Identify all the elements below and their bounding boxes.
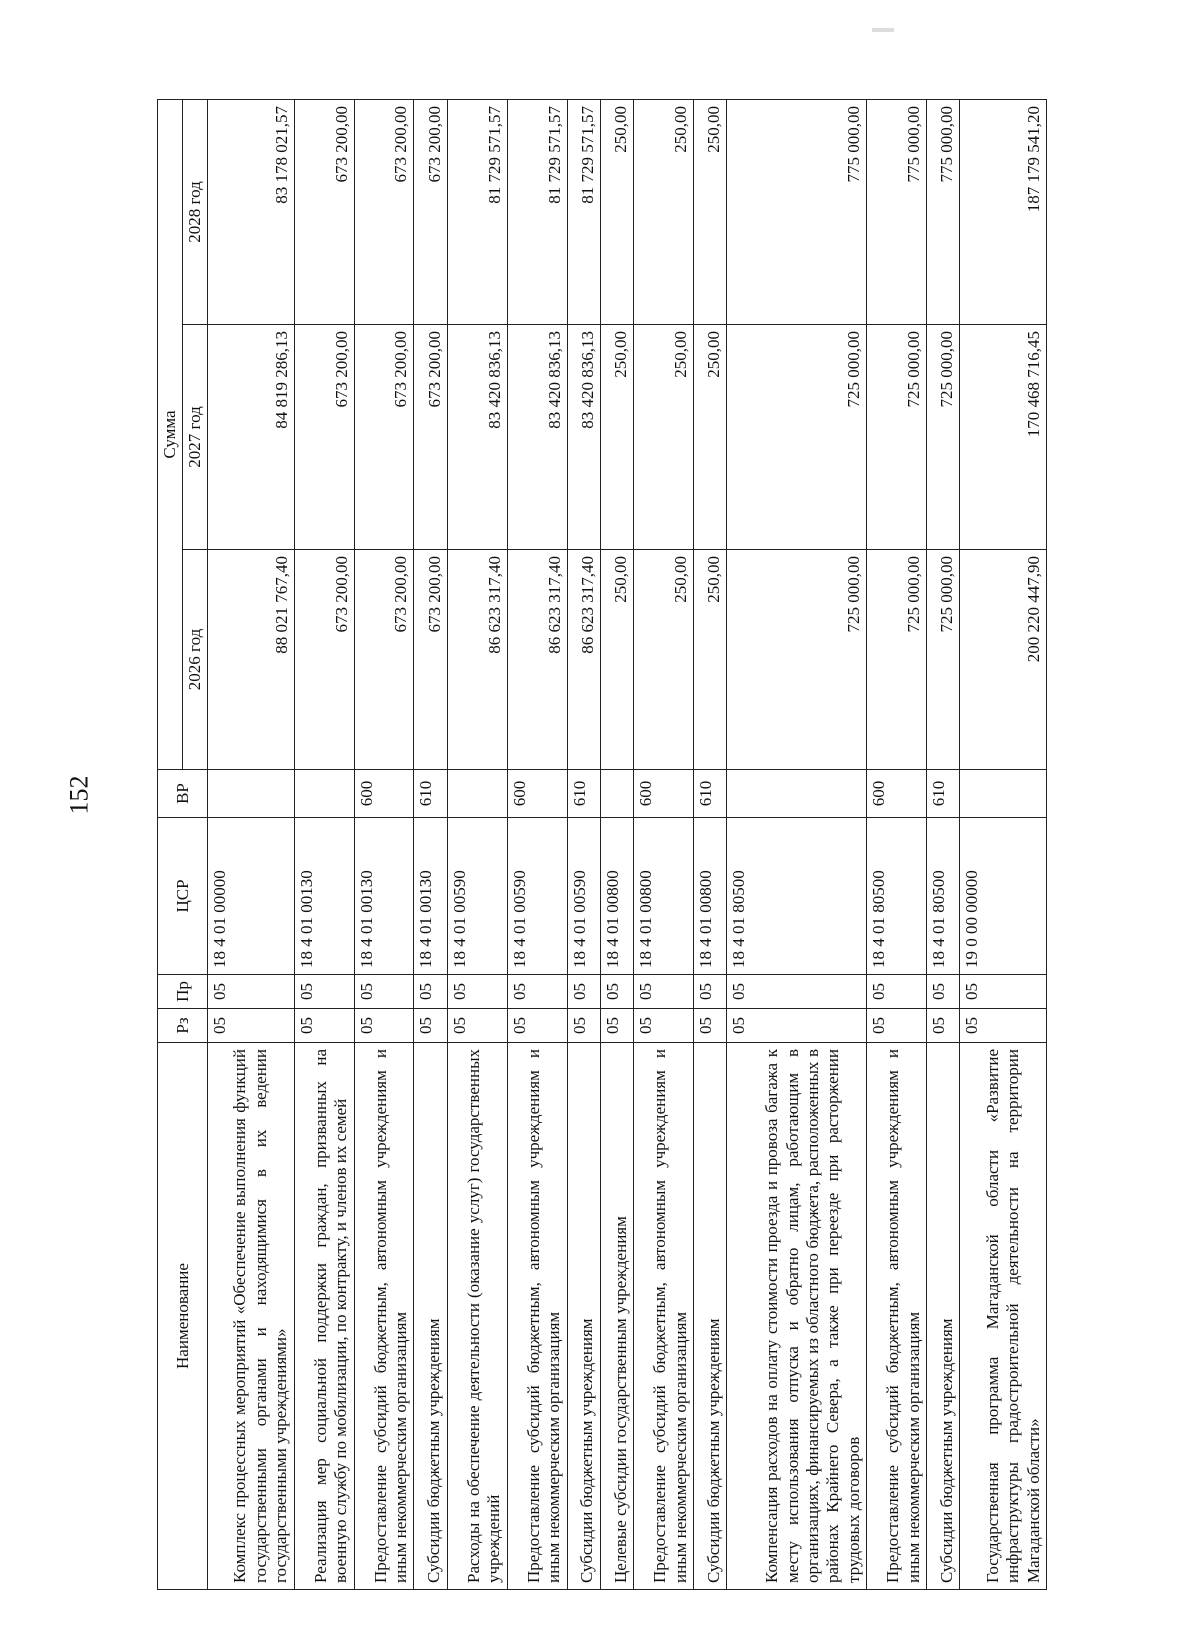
cell-y2028: 673 200,00 (294, 99, 354, 324)
cell-csr: 18 4 01 00130 (354, 818, 414, 975)
cell-y2026: 250,00 (693, 550, 726, 770)
cell-csr: 18 4 01 00800 (693, 818, 726, 975)
cell-pr: 05 (960, 975, 1047, 1009)
cell-y2028: 187 179 541,20 (960, 99, 1047, 324)
cell-name: Предоставление субсидий бюджетным, автономным учреждениям и иным некоммерческим организациям (354, 1043, 414, 1590)
table-row (693, 99, 726, 1589)
cell-y2027: 84 819 286,13 (208, 325, 295, 550)
cell-y2028: 673 200,00 (354, 99, 414, 324)
header-row-1 (158, 99, 183, 1589)
cell-name: Субсидии бюджетным учреждениям (414, 1043, 447, 1590)
cell-y2026: 88 021 767,40 (208, 550, 295, 770)
cell-y2027: 250,00 (693, 325, 726, 550)
cell-name: Компенсация расходов на оплату стоимости проезда и провоза багажа к месту использования отпуска и обратно лицам, работающим в организациях, финансируемых из областного бюджета, расположенных в районах Крайнего Севера, а также при переезде при расторжении трудовых договоров (727, 1043, 867, 1590)
cell-rz: 05 (567, 1009, 600, 1043)
cell-csr: 18 4 01 80500 (867, 818, 927, 975)
table-row (927, 99, 960, 1589)
cell-csr: 18 4 01 80500 (927, 818, 960, 975)
cell-y2026: 725 000,00 (867, 550, 927, 770)
header-2028: 2028 год (183, 99, 208, 324)
cell-vr (727, 770, 867, 818)
cell-vr (447, 770, 507, 818)
cell-pr: 05 (354, 975, 414, 1009)
cell-y2027: 673 200,00 (414, 325, 447, 550)
header-sum: Сумма (158, 99, 183, 769)
cell-pr: 05 (600, 975, 633, 1009)
table-body (208, 99, 1047, 1589)
cell-pr: 05 (294, 975, 354, 1009)
header-rz: Рз (158, 1009, 208, 1043)
cell-y2027: 83 420 836,13 (567, 325, 600, 550)
cell-name: Субсидии бюджетным учреждениям (927, 1043, 960, 1590)
cell-rz: 05 (208, 1009, 295, 1043)
cell-y2028: 775 000,00 (867, 99, 927, 324)
table-row (507, 99, 567, 1589)
cell-csr: 18 4 01 80500 (727, 818, 867, 975)
cell-y2026: 86 623 317,40 (447, 550, 507, 770)
cell-csr: 19 0 00 00000 (960, 818, 1047, 975)
budget-table (157, 99, 1047, 1590)
cell-y2026: 673 200,00 (294, 550, 354, 770)
cell-y2026: 250,00 (634, 550, 694, 770)
table-row (867, 99, 927, 1589)
cell-y2026: 673 200,00 (354, 550, 414, 770)
cell-vr (208, 770, 295, 818)
table-row (354, 99, 414, 1589)
header-2027: 2027 год (183, 325, 208, 550)
cell-y2028: 81 729 571,57 (507, 99, 567, 324)
cell-rz: 05 (414, 1009, 447, 1043)
cell-rz: 05 (693, 1009, 726, 1043)
cell-vr: 600 (867, 770, 927, 818)
cell-pr: 05 (208, 975, 295, 1009)
cell-vr: 610 (927, 770, 960, 818)
cell-rz: 05 (867, 1009, 927, 1043)
cell-rz: 05 (960, 1009, 1047, 1043)
cell-y2028: 81 729 571,57 (447, 99, 507, 324)
cell-rz: 05 (600, 1009, 633, 1043)
cell-name: Субсидии бюджетным учреждениям (567, 1043, 600, 1590)
cell-y2027: 170 468 716,45 (960, 325, 1047, 550)
cell-name: Предоставление субсидий бюджетным, автономным учреждениям и иным некоммерческим организациям (634, 1043, 694, 1590)
cell-y2027: 250,00 (600, 325, 633, 550)
cell-y2027: 83 420 836,13 (447, 325, 507, 550)
cell-vr: 600 (354, 770, 414, 818)
cell-vr: 600 (507, 770, 567, 818)
cell-vr: 610 (414, 770, 447, 818)
cell-rz: 05 (447, 1009, 507, 1043)
cell-vr (294, 770, 354, 818)
cell-name: Целевые субсидии государственным учреждениям (600, 1043, 633, 1590)
cell-y2026: 250,00 (600, 550, 633, 770)
table-row (727, 99, 867, 1589)
cell-csr: 18 4 01 00590 (507, 818, 567, 975)
table-row (208, 99, 295, 1589)
cell-name: Комплекс процессных мероприятий «Обеспечение выполнения функций государственными органами и находящимися в их ведении государственными учреждениями» (208, 1043, 295, 1590)
cell-y2027: 83 420 836,13 (507, 325, 567, 550)
cell-name: Предоставление субсидий бюджетным, автономным учреждениям и иным некоммерческим организациям (507, 1043, 567, 1590)
header-csr: ЦСР (158, 818, 208, 975)
header-name: Наименование (158, 1043, 208, 1590)
cell-csr: 18 4 01 00800 (634, 818, 694, 975)
cell-csr: 18 4 01 00800 (600, 818, 633, 975)
table-row (600, 99, 633, 1589)
cell-name: Реализация мер социальной поддержки граждан, призванных на военную службу по мобилизации, по контракту, и членов их семей (294, 1043, 354, 1590)
table-row (567, 99, 600, 1589)
cell-y2026: 200 220 447,90 (960, 550, 1047, 770)
table-row (294, 99, 354, 1589)
cell-pr: 05 (693, 975, 726, 1009)
cell-y2026: 725 000,00 (927, 550, 960, 770)
table-row (960, 99, 1047, 1589)
cell-y2026: 673 200,00 (414, 550, 447, 770)
cell-pr: 05 (727, 975, 867, 1009)
cell-pr: 05 (414, 975, 447, 1009)
rotated-table-wrapper (157, 100, 1047, 1590)
cell-y2028: 250,00 (600, 99, 633, 324)
cell-csr: 18 4 01 00130 (294, 818, 354, 975)
cell-rz: 05 (927, 1009, 960, 1043)
cell-y2028: 673 200,00 (414, 99, 447, 324)
cell-pr: 05 (927, 975, 960, 1009)
cell-y2027: 725 000,00 (727, 325, 867, 550)
header-pr: Пр (158, 975, 208, 1009)
table-row (414, 99, 447, 1589)
cell-pr: 05 (507, 975, 567, 1009)
cell-csr: 18 4 01 00000 (208, 818, 295, 975)
cell-name: Государственная программа Магаданской области «Развитие инфраструктуры градостроительной деятельности на территории Магаданской области» (960, 1043, 1047, 1590)
cell-y2027: 250,00 (634, 325, 694, 550)
cell-rz: 05 (354, 1009, 414, 1043)
cell-y2028: 250,00 (634, 99, 694, 324)
scan-artifact (872, 28, 894, 32)
cell-y2027: 725 000,00 (867, 325, 927, 550)
table-row (447, 99, 507, 1589)
cell-y2026: 725 000,00 (727, 550, 867, 770)
cell-y2028: 775 000,00 (927, 99, 960, 324)
cell-vr: 610 (693, 770, 726, 818)
cell-y2027: 673 200,00 (354, 325, 414, 550)
cell-rz: 05 (634, 1009, 694, 1043)
cell-vr (600, 770, 633, 818)
table-row (634, 99, 694, 1589)
cell-y2026: 86 623 317,40 (507, 550, 567, 770)
cell-y2028: 83 178 021,57 (208, 99, 295, 324)
cell-y2026: 86 623 317,40 (567, 550, 600, 770)
cell-pr: 05 (567, 975, 600, 1009)
cell-vr: 610 (567, 770, 600, 818)
page-number: 152 (64, 775, 94, 815)
cell-y2027: 673 200,00 (294, 325, 354, 550)
cell-csr: 18 4 01 00130 (414, 818, 447, 975)
cell-rz: 05 (727, 1009, 867, 1043)
cell-y2028: 775 000,00 (727, 99, 867, 324)
cell-y2028: 250,00 (693, 99, 726, 324)
cell-vr (960, 770, 1047, 818)
cell-csr: 18 4 01 00590 (447, 818, 507, 975)
cell-rz: 05 (507, 1009, 567, 1043)
cell-rz: 05 (294, 1009, 354, 1043)
cell-pr: 05 (447, 975, 507, 1009)
cell-pr: 05 (634, 975, 694, 1009)
header-2026: 2026 год (183, 550, 208, 770)
cell-name: Расходы на обеспечение деятельности (оказание услуг) государственных учреждений (447, 1043, 507, 1590)
cell-csr: 18 4 01 00590 (567, 818, 600, 975)
cell-name: Субсидии бюджетным учреждениям (693, 1043, 726, 1590)
cell-pr: 05 (867, 975, 927, 1009)
header-vr: ВР (158, 770, 208, 818)
cell-y2027: 725 000,00 (927, 325, 960, 550)
cell-y2028: 81 729 571,57 (567, 99, 600, 324)
cell-name: Предоставление субсидий бюджетным, автономным учреждениям и иным некоммерческим организациям (867, 1043, 927, 1590)
cell-vr: 600 (634, 770, 694, 818)
